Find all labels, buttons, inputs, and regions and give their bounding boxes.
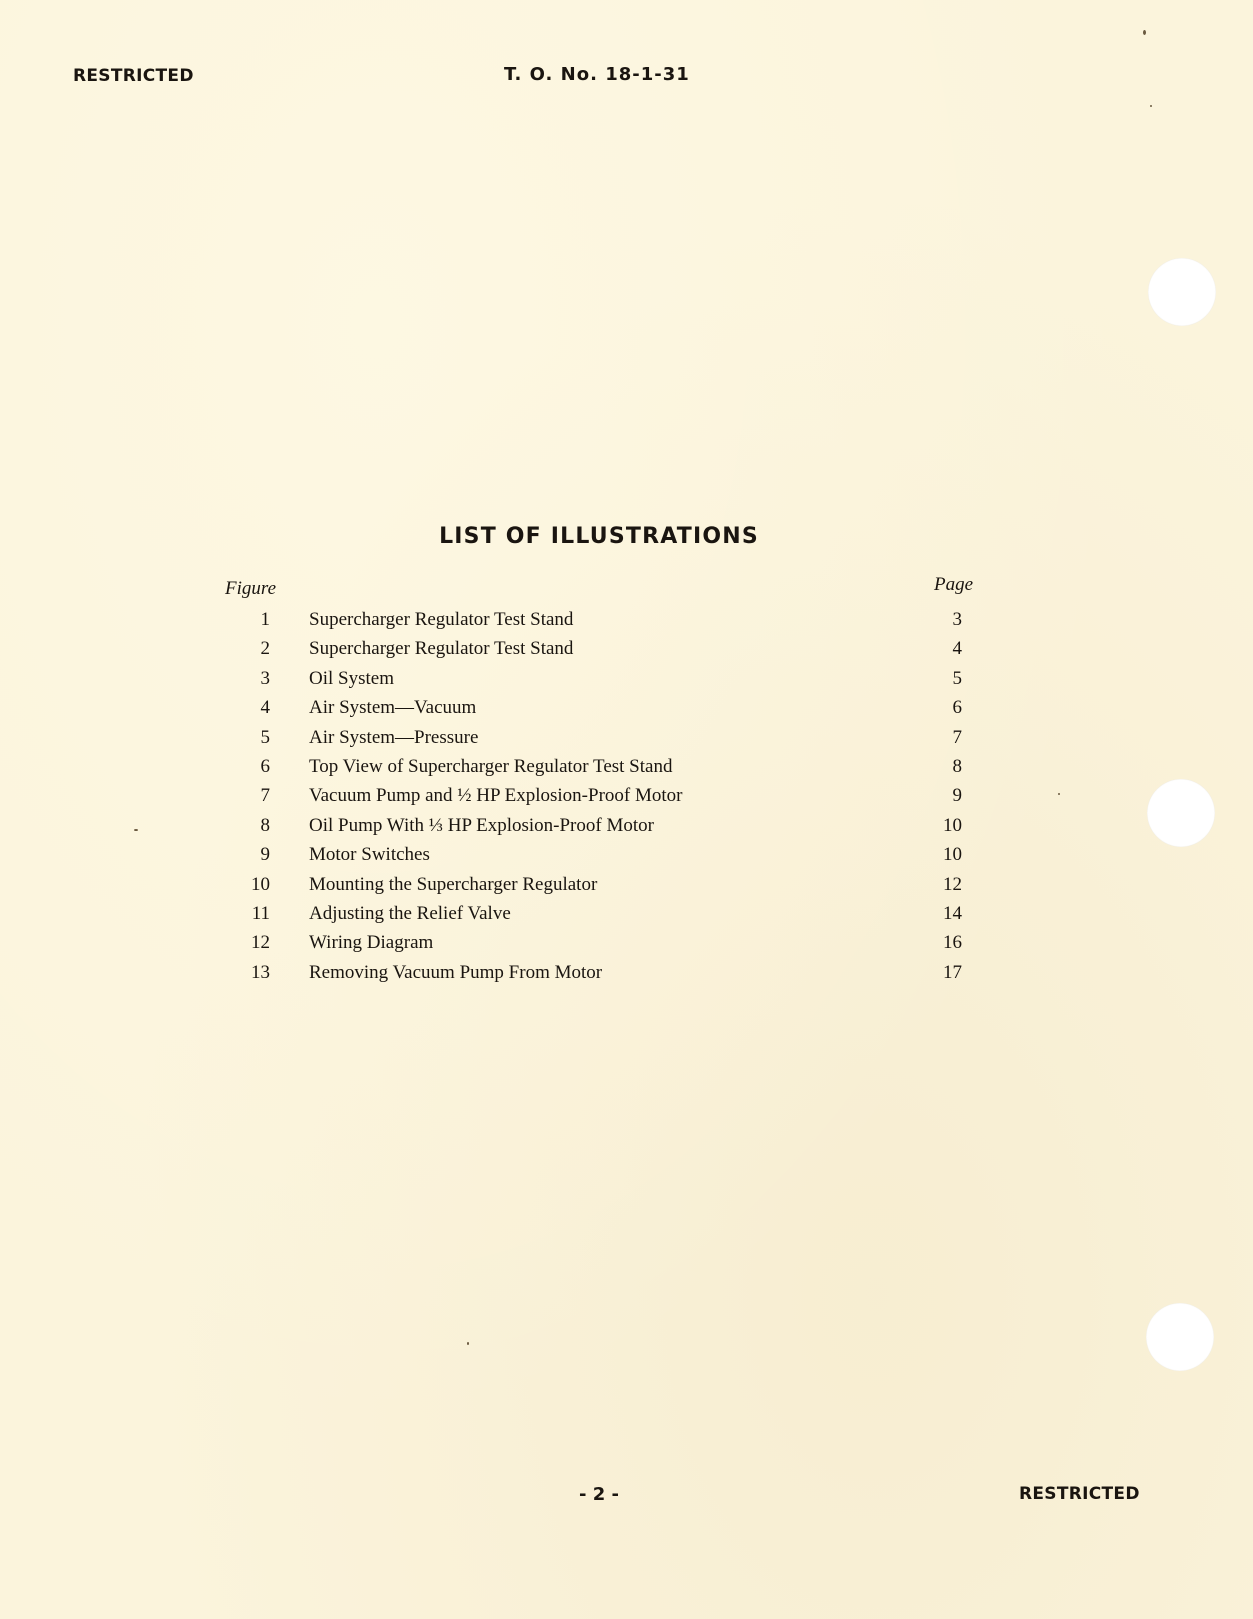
list-item [0, 756, 1253, 785]
figure-title: Adjusting the Relief Valve [309, 903, 511, 924]
figure-number: 11 [251, 903, 270, 924]
paper-speck [1143, 30, 1146, 35]
page-number: 16 [943, 932, 962, 953]
page-title: LIST OF ILLUSTRATIONS [439, 524, 759, 549]
figure-title: Mounting the Supercharger Regulator [309, 874, 598, 895]
figure-number: 4 [260, 697, 270, 718]
figure-number: 10 [251, 874, 270, 895]
figure-title: Removing Vacuum Pump From Motor [309, 962, 603, 983]
list-item [0, 668, 1253, 697]
technical-order-number: T. O. No. 18-1-31 [504, 64, 690, 85]
page-number: 5 [952, 668, 962, 689]
figure-number: 8 [260, 815, 270, 836]
figure-title: Air System—Vacuum [309, 697, 477, 718]
figure-title: Air System—Pressure [309, 727, 479, 748]
classification-header: RESTRICTED [73, 66, 194, 86]
figure-number: 7 [260, 785, 270, 806]
page-number: 3 [952, 609, 962, 630]
list-item [0, 844, 1253, 873]
figure-title: Vacuum Pump and ½ HP Explosion-Proof Motor [309, 785, 683, 806]
page-column-header: Page [934, 574, 974, 595]
figure-number: 6 [260, 756, 270, 777]
list-item [0, 638, 1253, 667]
paper-speck [467, 1342, 469, 1345]
page-number: 4 [952, 638, 962, 659]
binder-hole [1148, 258, 1216, 326]
list-item [0, 903, 1253, 932]
list-item [0, 962, 1253, 991]
page-number: 6 [952, 697, 962, 718]
page-number: 7 [952, 727, 962, 748]
paper-speck [134, 829, 138, 831]
list-item [0, 874, 1253, 903]
figure-number: 9 [260, 844, 270, 865]
classification-footer: RESTRICTED [1019, 1484, 1140, 1504]
page-number-footer: - 2 - [579, 1484, 619, 1505]
figure-number: 3 [260, 668, 270, 689]
page-number: 8 [952, 756, 962, 777]
figure-title: Supercharger Regulator Test Stand [309, 609, 574, 630]
paper-speck [1058, 793, 1060, 795]
list-item [0, 785, 1253, 814]
page-number: 9 [952, 785, 962, 806]
list-item [0, 727, 1253, 756]
figure-column-header: Figure [225, 578, 277, 599]
binder-hole [1146, 1303, 1214, 1371]
figure-title: Oil System [309, 668, 394, 689]
binder-hole [1147, 779, 1215, 847]
figure-title: Wiring Diagram [309, 932, 434, 953]
page-number: 17 [943, 962, 962, 983]
figure-number: 5 [260, 727, 270, 748]
list-item [0, 609, 1253, 638]
figure-title: Supercharger Regulator Test Stand [309, 638, 574, 659]
figure-number: 1 [260, 609, 270, 630]
figure-number: 2 [260, 638, 270, 659]
paper-speck [1150, 105, 1152, 107]
page-number: 14 [943, 903, 962, 924]
figure-number: 12 [251, 932, 270, 953]
figure-title: Oil Pump With ⅓ HP Explosion-Proof Motor [309, 815, 654, 836]
page-number: 12 [943, 874, 962, 895]
figure-number: 13 [251, 962, 270, 983]
figure-title: Motor Switches [309, 844, 430, 865]
figure-title: Top View of Supercharger Regulator Test Stand [309, 756, 673, 777]
list-item [0, 932, 1253, 961]
list-item [0, 697, 1253, 726]
page-number: 10 [943, 844, 962, 865]
list-item [0, 815, 1253, 844]
page-number: 10 [943, 815, 962, 836]
